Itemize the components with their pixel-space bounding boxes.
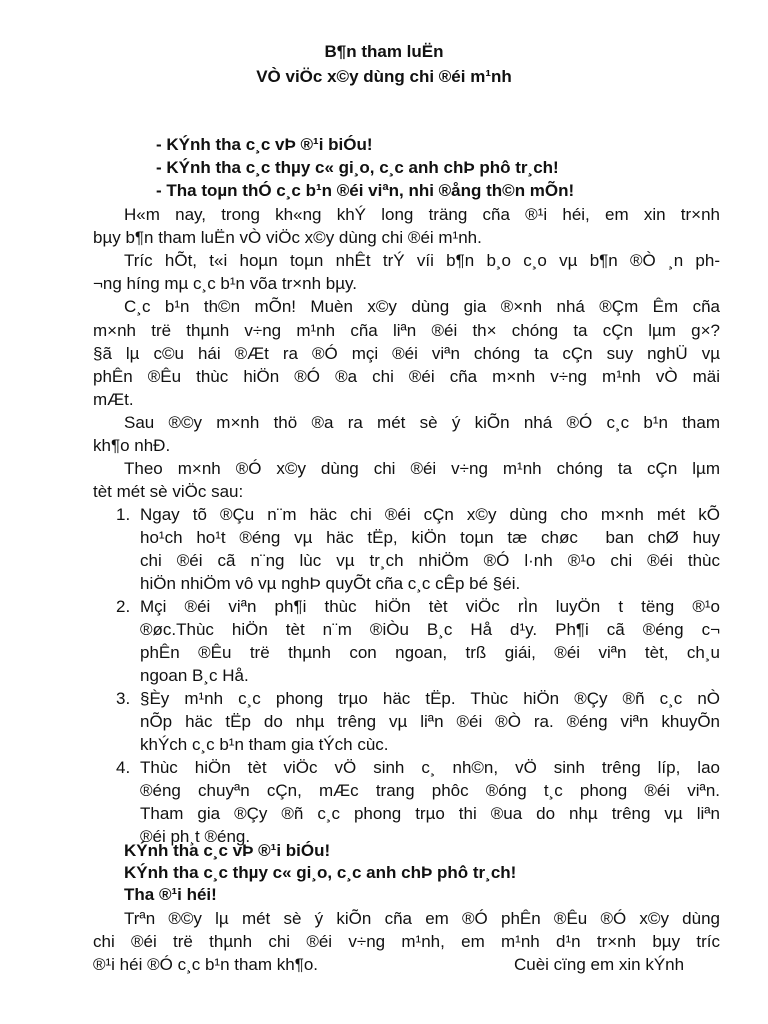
list-item-line: Thùc hiÖn tèt viÖc vÖ sinh c¸ nh©n, vÖ sinh trêng líp, lao: [140, 758, 720, 777]
list-item-line: §Èy m¹nh c¸c phong trµo häc tËp. Thùc hiÖn ®Çy ®ñ c¸c nÒ: [140, 689, 720, 708]
closing-greeting-line: KÝnh tha c¸c thµy c« gi¸o, c¸c anh chÞ phô tr¸ch!: [124, 863, 517, 882]
list-item-line: Tham gia ®Çy ®ñ c¸c phong trµo thi ®ua do nhµ trêng vµ liªn: [140, 804, 720, 823]
greeting-line: - KÝnh tha c¸c thµy c« gi¸o, c¸c anh chÞ phô tr¸ch!: [156, 158, 559, 177]
paragraph-line: chi ®éi trë thµnh chi ®éi v÷ng m¹nh, em m¹nh d¹n tr×nh bµy tríc: [93, 932, 720, 951]
greeting-line: - Tha toµn thÓ c¸c b¹n ®éi viªn, nhi ®ång th©n mÕn!: [156, 181, 575, 200]
paragraph-line: H«m nay, trong kh«ng khÝ long träng cña ®¹i héi, em xin tr×nh: [124, 205, 720, 224]
list-item-line: chi ®éi cã n¨ng lùc vµ tr¸ch nhiÖm ®Ó l·nh ®¹o chi ®éi thùc: [140, 551, 720, 570]
paragraph-line: ®¹i héi ®Ó c¸c b¹n tham kh¶o.: [93, 955, 319, 974]
list-item-line: hiÖn nhiÖm vô vµ nghÞ quyÕt cña c¸c cÊp bé §éi.: [140, 574, 521, 593]
paragraph-line: Cuèi cïng em xin kÝnh: [514, 955, 685, 974]
paragraph-line: ¬ng híng mµ c¸c b¹n võa tr×nh bµy.: [93, 274, 358, 293]
greeting-line: - KÝnh tha c¸c vÞ ®¹i biÓu!: [156, 135, 373, 154]
paragraph-line: phÊn ®Êu thùc hiÖn ®Ó ®a chi ®éi cña m×nh v÷ng m¹nh vÒ mäi: [93, 367, 720, 386]
list-item-line: ®éng chuyªn cÇn, mÆc trang phôc ®óng t¸c phong ®éi viªn.: [140, 781, 720, 800]
list-item-line: ngoan B¸c Hå.: [140, 666, 249, 685]
paragraph-line: m×nh trë thµnh v÷ng m¹nh cña liªn ®éi th× chóng ta cÇn lµm g×?: [93, 321, 720, 340]
list-item-line: ho¹ch ho¹t ®éng vµ häc tËp, kiÖn toµn tæ chøc ban chØ huy: [140, 528, 720, 547]
list-item-line: phÊn ®Êu trë thµnh con ngoan, trß giái, ®éi viªn tèt, ch¸u: [140, 643, 720, 662]
list-item-line: ®éi ph¸t ®éng.: [140, 827, 251, 846]
paragraph-line: kh¶o nhÐ.: [93, 436, 171, 455]
list-item-line: khÝch c¸c b¹n tham gia tÝch cùc.: [140, 735, 389, 754]
closing-greeting-line: Tha ®¹i héi!: [124, 885, 217, 904]
list-item-line: ®øc.Thùc hiÖn tèt n¨m ®iÒu B¸c Hå d¹y. Ph¶i cã ®éng c¬: [140, 620, 720, 639]
paragraph-line: tèt mét sè viÖc sau:: [93, 482, 244, 501]
list-number: 1.: [116, 505, 131, 524]
list-item-line: Mçi ®éi viªn ph¶i thùc hiÖn tèt viÖc rÌn luyÖn t tëng ®¹o: [140, 597, 720, 616]
paragraph-line: Tríc hÕt, t«i hoµn toµn nhÊt trÝ víi b¶n b¸o c¸o vµ b¶n ®Ò ¸n ph-: [124, 251, 720, 270]
paragraph-line: Theo m×nh ®Ó x©y dùng chi ®éi v÷ng m¹nh chóng ta cÇn lµm: [124, 459, 720, 478]
paragraph-line: C¸c b¹n th©n mÕn! Muèn x©y dùng gia ®×nh nhá ®Çm Êm cña: [124, 297, 720, 316]
list-number: 2.: [116, 597, 131, 616]
doc-title-line-2: VÒ viÖc x©y dùng chi ®éi m¹nh: [256, 67, 512, 86]
list-item-line: Ngay tõ ®Çu n¨m häc chi ®éi cÇn x©y dùng cho m×nh mét kÕ: [140, 505, 720, 524]
paragraph-line: Trªn ®©y lµ mét sè ý kiÕn cña em ®Ó phÊn ®Êu ®Ó x©y dùng: [124, 909, 720, 928]
list-number: 3.: [116, 689, 131, 708]
doc-title-line-1: B¶n tham luËn: [324, 42, 444, 61]
paragraph-line: mÆt.: [93, 390, 134, 409]
paragraph-line: bµy b¶n tham luËn vÒ viÖc x©y dùng chi ®éi m¹nh.: [93, 228, 482, 247]
paragraph-line: Sau ®©y m×nh thö ®a ra mét sè ý kiÕn nhá ®Ó c¸c b¹n tham: [124, 413, 720, 432]
list-item-line: nÕp häc tËp do nhµ trêng vµ liªn ®éi ®Ò ra. ®éng viªn khuyÕn: [140, 712, 720, 731]
closing-greeting-line: KÝnh tha c¸c vÞ ®¹i biÓu!: [124, 841, 331, 860]
list-number: 4.: [116, 758, 131, 777]
paragraph-line: §ã lµ c©u hái ®Æt ra ®Ó mçi ®éi viªn chóng ta cÇn suy nghÜ vµ: [93, 344, 720, 363]
